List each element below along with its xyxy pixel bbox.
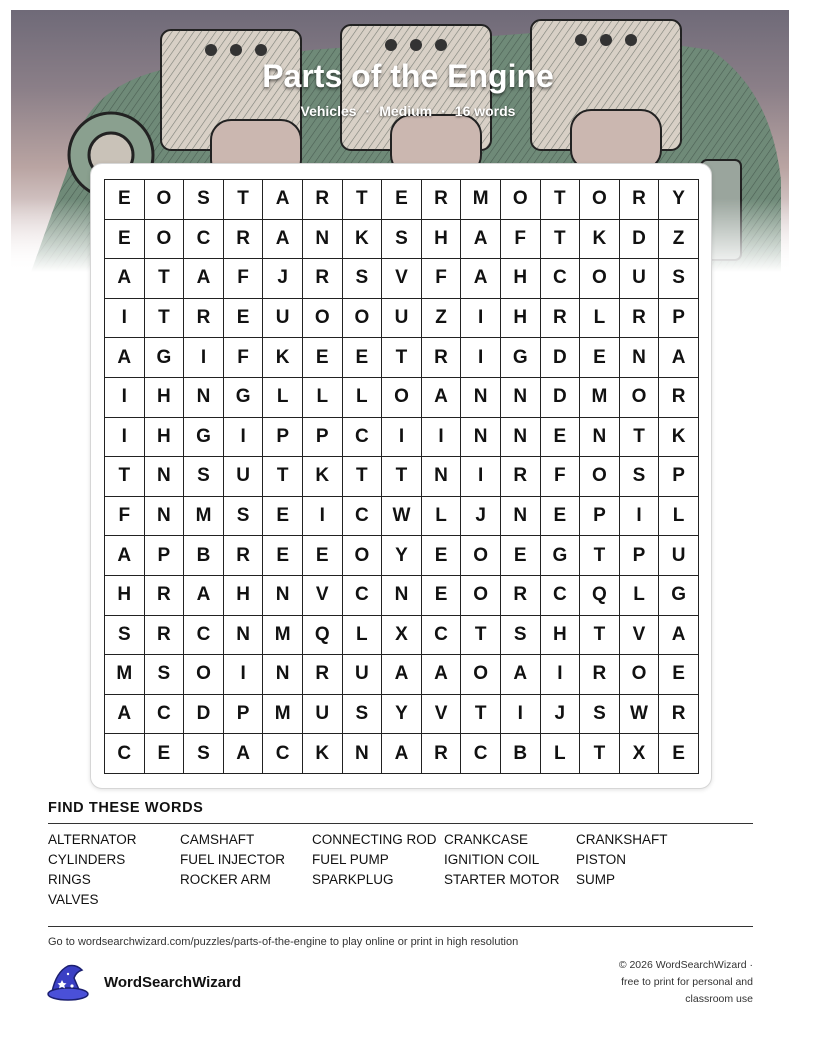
grid-cell[interactable]: H <box>501 299 541 339</box>
grid-cell[interactable]: A <box>422 655 462 695</box>
grid-cell[interactable]: Q <box>580 576 620 616</box>
grid-cell[interactable]: A <box>105 695 145 735</box>
grid-cell[interactable]: S <box>343 695 383 735</box>
grid-cell[interactable]: T <box>382 338 422 378</box>
grid-cell[interactable]: O <box>501 180 541 220</box>
grid-cell[interactable]: E <box>422 536 462 576</box>
grid-cell[interactable]: A <box>461 220 501 260</box>
divider <box>48 926 753 927</box>
grid-cell[interactable]: U <box>620 259 660 299</box>
grid-cell[interactable]: H <box>422 220 462 260</box>
grid-cell[interactable]: F <box>224 338 264 378</box>
grid-cell[interactable]: E <box>303 536 343 576</box>
grid-cell[interactable]: R <box>422 734 462 774</box>
copyright <box>563 957 753 1008</box>
grid-cell[interactable]: E <box>382 180 422 220</box>
grid-cell[interactable]: N <box>501 418 541 458</box>
grid-cell[interactable]: N <box>422 457 462 497</box>
grid-cell[interactable]: I <box>501 695 541 735</box>
grid-cell[interactable]: C <box>343 418 383 458</box>
grid-cell[interactable]: T <box>105 457 145 497</box>
word-list-item: ALTERNATOR <box>48 832 137 847</box>
grid-cell[interactable]: U <box>224 457 264 497</box>
grid-cell[interactable]: M <box>461 180 501 220</box>
word-list-item: CAMSHAFT <box>180 832 255 847</box>
grid-cell[interactable]: E <box>263 497 303 537</box>
grid-cell[interactable]: G <box>501 338 541 378</box>
grid-cell[interactable]: A <box>224 734 264 774</box>
grid-cell[interactable]: R <box>620 299 660 339</box>
grid-cell[interactable]: U <box>343 655 383 695</box>
grid-cell[interactable]: G <box>659 576 699 616</box>
grid-cell[interactable]: E <box>145 734 185 774</box>
copyright-line: free to print for personal and <box>621 976 753 988</box>
grid-cell[interactable]: F <box>541 457 581 497</box>
grid-cell[interactable]: I <box>105 299 145 339</box>
grid-cell[interactable]: H <box>224 576 264 616</box>
grid-cell[interactable]: I <box>422 418 462 458</box>
grid-cell[interactable]: S <box>145 655 185 695</box>
grid-cell[interactable]: H <box>541 616 581 656</box>
meta-separator: · <box>365 103 371 119</box>
grid-cell[interactable]: A <box>184 576 224 616</box>
grid-cell[interactable]: A <box>461 259 501 299</box>
grid-cell[interactable]: O <box>303 299 343 339</box>
grid-cell[interactable]: R <box>224 220 264 260</box>
grid-cell[interactable]: R <box>620 180 660 220</box>
grid-cell[interactable]: J <box>541 695 581 735</box>
brand-name: WordSearchWizard <box>104 973 242 991</box>
grid-cell[interactable]: F <box>105 497 145 537</box>
grid-cell[interactable]: E <box>541 497 581 537</box>
word-list-item: ROCKER ARM <box>180 872 271 887</box>
grid-cell[interactable]: L <box>343 378 383 418</box>
grid-cell[interactable]: O <box>620 378 660 418</box>
grid-cell[interactable]: R <box>145 576 185 616</box>
grid-cell[interactable]: U <box>303 695 343 735</box>
grid-cell[interactable]: E <box>303 338 343 378</box>
grid-cell[interactable]: D <box>184 695 224 735</box>
grid-cell[interactable]: R <box>580 655 620 695</box>
grid-cell[interactable]: K <box>343 220 383 260</box>
grid-cell[interactable]: O <box>145 220 185 260</box>
online-link-text[interactable]: Go to wordsearchwizard.com/puzzles/parts-of-the-engine to play online or print in high resolution <box>48 936 519 948</box>
grid-cell[interactable]: K <box>303 457 343 497</box>
grid-cell[interactable]: T <box>343 457 383 497</box>
grid-cell[interactable]: M <box>105 655 145 695</box>
grid-cell[interactable]: H <box>501 259 541 299</box>
grid-cell[interactable]: A <box>382 655 422 695</box>
grid-cell[interactable]: N <box>343 734 383 774</box>
grid-cell[interactable]: I <box>461 338 501 378</box>
grid-cell[interactable]: R <box>659 695 699 735</box>
grid-cell[interactable]: T <box>343 180 383 220</box>
grid-cell[interactable]: E <box>224 299 264 339</box>
grid-cell[interactable]: N <box>501 378 541 418</box>
grid-cell[interactable]: G <box>541 536 581 576</box>
grid-cell[interactable]: D <box>541 338 581 378</box>
grid-cell[interactable]: T <box>263 457 303 497</box>
grid-cell[interactable]: E <box>580 338 620 378</box>
word-list-item: SUMP <box>576 872 616 887</box>
word-list-item: CYLINDERS <box>48 852 126 867</box>
grid-cell[interactable]: O <box>461 576 501 616</box>
grid-cell[interactable]: N <box>461 378 501 418</box>
grid-cell[interactable]: L <box>303 378 343 418</box>
grid-cell[interactable]: W <box>382 497 422 537</box>
grid-cell[interactable]: E <box>541 418 581 458</box>
grid-cell[interactable]: S <box>620 457 660 497</box>
grid-cell[interactable]: U <box>659 536 699 576</box>
grid-cell[interactable]: O <box>580 259 620 299</box>
grid-cell[interactable]: L <box>263 378 303 418</box>
category-label: Vehicles <box>300 103 357 119</box>
grid-cell[interactable]: J <box>461 497 501 537</box>
grid-cell[interactable]: R <box>422 338 462 378</box>
grid-cell[interactable]: I <box>105 418 145 458</box>
grid-cell[interactable]: L <box>659 497 699 537</box>
grid-cell[interactable]: E <box>659 655 699 695</box>
grid-cell[interactable]: A <box>105 338 145 378</box>
grid-cell[interactable]: G <box>224 378 264 418</box>
grid-cell[interactable]: S <box>659 259 699 299</box>
grid-cell[interactable]: E <box>501 536 541 576</box>
grid-cell[interactable]: I <box>461 457 501 497</box>
word-list-item: CONNECTING ROD <box>312 832 437 847</box>
grid-cell[interactable]: S <box>184 180 224 220</box>
grid-cell[interactable]: E <box>659 734 699 774</box>
grid-cell[interactable]: E <box>105 180 145 220</box>
word-list-item: FUEL INJECTOR <box>180 852 286 867</box>
word-list-item: RINGS <box>48 872 91 887</box>
grid-cell[interactable]: F <box>422 259 462 299</box>
grid-cell[interactable]: T <box>620 418 660 458</box>
grid-cell[interactable]: P <box>659 299 699 339</box>
grid-cell[interactable]: N <box>263 576 303 616</box>
grid-cell[interactable]: O <box>580 180 620 220</box>
grid-cell[interactable]: N <box>580 418 620 458</box>
grid-cell[interactable]: C <box>461 734 501 774</box>
grid-cell[interactable]: C <box>105 734 145 774</box>
grid-cell[interactable]: O <box>184 655 224 695</box>
grid-cell[interactable]: U <box>263 299 303 339</box>
puzzle-meta <box>0 103 816 119</box>
grid-cell[interactable]: X <box>382 616 422 656</box>
divider <box>48 823 753 824</box>
letter-grid <box>104 179 699 774</box>
grid-cell[interactable]: S <box>184 457 224 497</box>
grid-cell[interactable]: A <box>105 259 145 299</box>
grid-cell[interactable]: C <box>343 497 383 537</box>
grid-cell[interactable]: S <box>184 734 224 774</box>
word-list-item: STARTER MOTOR <box>444 872 560 887</box>
grid-cell[interactable]: T <box>580 536 620 576</box>
grid-cell[interactable]: M <box>263 695 303 735</box>
grid-cell[interactable]: P <box>224 695 264 735</box>
grid-cell[interactable]: I <box>382 418 422 458</box>
grid-cell[interactable]: H <box>105 576 145 616</box>
grid-cell[interactable]: Y <box>382 695 422 735</box>
word-list-item: CRANKSHAFT <box>576 832 668 847</box>
grid-cell[interactable]: A <box>263 180 303 220</box>
word-list-heading: FIND THESE WORDS <box>48 800 204 816</box>
grid-cell[interactable]: O <box>461 655 501 695</box>
grid-cell[interactable]: S <box>501 616 541 656</box>
grid-cell[interactable]: L <box>541 734 581 774</box>
grid-cell[interactable]: N <box>501 497 541 537</box>
grid-cell[interactable]: O <box>382 378 422 418</box>
grid-cell[interactable]: W <box>620 695 660 735</box>
grid-cell[interactable]: D <box>541 378 581 418</box>
grid-cell[interactable]: M <box>184 497 224 537</box>
grid-cell[interactable]: Z <box>422 299 462 339</box>
grid-cell[interactable]: T <box>541 180 581 220</box>
grid-cell[interactable]: P <box>145 536 185 576</box>
grid-cell[interactable]: L <box>343 616 383 656</box>
grid-cell[interactable]: L <box>620 576 660 616</box>
grid-cell[interactable]: P <box>580 497 620 537</box>
grid-cell[interactable]: G <box>145 338 185 378</box>
copyright-line: © 2026 WordSearchWizard · <box>618 959 753 971</box>
grid-cell[interactable]: R <box>303 259 343 299</box>
grid-cell[interactable]: Y <box>659 180 699 220</box>
grid-cell[interactable]: G <box>184 418 224 458</box>
grid-cell[interactable]: I <box>620 497 660 537</box>
grid-cell[interactable]: O <box>580 457 620 497</box>
grid-cell[interactable]: R <box>501 457 541 497</box>
grid-cell[interactable]: F <box>224 259 264 299</box>
grid-cell[interactable]: N <box>303 220 343 260</box>
grid-cell[interactable]: I <box>303 497 343 537</box>
grid-cell[interactable]: L <box>580 299 620 339</box>
grid-cell[interactable]: T <box>461 616 501 656</box>
grid-cell[interactable]: N <box>224 616 264 656</box>
grid-cell[interactable]: R <box>541 299 581 339</box>
grid-cell[interactable]: O <box>343 299 383 339</box>
grid-cell[interactable]: P <box>263 418 303 458</box>
word-list <box>48 831 753 909</box>
grid-cell[interactable]: S <box>105 616 145 656</box>
grid-cell[interactable]: B <box>501 734 541 774</box>
grid-cell[interactable]: R <box>303 180 343 220</box>
grid-cell[interactable]: I <box>105 378 145 418</box>
grid-cell[interactable]: T <box>382 457 422 497</box>
grid-cell[interactable]: O <box>145 180 185 220</box>
grid-cell[interactable]: V <box>422 695 462 735</box>
grid-cell[interactable]: H <box>145 378 185 418</box>
grid-cell[interactable]: T <box>461 695 501 735</box>
meta-separator: · <box>441 103 446 119</box>
grid-cell[interactable]: T <box>145 259 185 299</box>
grid-cell[interactable]: A <box>382 734 422 774</box>
grid-cell[interactable]: A <box>501 655 541 695</box>
grid-cell[interactable]: S <box>580 695 620 735</box>
grid-cell[interactable]: D <box>620 220 660 260</box>
grid-cell[interactable]: J <box>263 259 303 299</box>
grid-cell[interactable]: C <box>541 259 581 299</box>
grid-cell[interactable]: Q <box>303 616 343 656</box>
word-list-item: SPARKPLUG <box>312 872 394 887</box>
grid-cell[interactable]: I <box>541 655 581 695</box>
grid-cell[interactable]: T <box>224 180 264 220</box>
brand[interactable] <box>46 962 241 1002</box>
page-title: Parts of the Engine <box>262 58 554 94</box>
grid-cell[interactable]: N <box>184 378 224 418</box>
grid-cell[interactable]: R <box>184 299 224 339</box>
grid-cell[interactable]: P <box>303 418 343 458</box>
grid-cell[interactable]: R <box>659 378 699 418</box>
grid-cell[interactable]: C <box>343 576 383 616</box>
grid-cell[interactable]: I <box>224 418 264 458</box>
grid-cell[interactable]: Z <box>659 220 699 260</box>
grid-cell[interactable]: A <box>659 338 699 378</box>
grid-cell[interactable]: C <box>184 616 224 656</box>
grid-cell[interactable]: P <box>659 457 699 497</box>
grid-cell[interactable]: E <box>263 536 303 576</box>
grid-cell[interactable]: T <box>145 299 185 339</box>
grid-cell[interactable]: K <box>303 734 343 774</box>
grid-cell[interactable]: I <box>461 299 501 339</box>
grid-cell[interactable]: F <box>501 220 541 260</box>
grid-cell[interactable]: Y <box>382 536 422 576</box>
grid-cell[interactable]: K <box>263 338 303 378</box>
grid-cell[interactable]: C <box>541 576 581 616</box>
grid-cell[interactable]: T <box>541 220 581 260</box>
grid-cell[interactable]: M <box>580 378 620 418</box>
grid-cell[interactable]: E <box>343 338 383 378</box>
grid-cell[interactable]: I <box>184 338 224 378</box>
grid-cell[interactable]: C <box>184 220 224 260</box>
grid-cell[interactable]: C <box>422 616 462 656</box>
grid-cell[interactable]: A <box>184 259 224 299</box>
grid-cell[interactable]: S <box>382 220 422 260</box>
grid-cell[interactable]: V <box>382 259 422 299</box>
grid-cell[interactable]: K <box>580 220 620 260</box>
grid-cell[interactable]: R <box>224 536 264 576</box>
grid-cell[interactable]: N <box>145 497 185 537</box>
grid-cell[interactable]: O <box>620 655 660 695</box>
grid-cell[interactable]: C <box>145 695 185 735</box>
grid-cell[interactable]: R <box>303 655 343 695</box>
grid-cell[interactable]: V <box>620 616 660 656</box>
word-list-item: PISTON <box>576 852 627 867</box>
word-list-item: VALVES <box>48 892 99 907</box>
grid-cell[interactable]: P <box>620 536 660 576</box>
grid-cell[interactable]: T <box>580 616 620 656</box>
grid-cell[interactable]: L <box>422 497 462 537</box>
grid-cell[interactable]: X <box>620 734 660 774</box>
grid-cell[interactable]: E <box>105 220 145 260</box>
grid-cell[interactable]: K <box>659 418 699 458</box>
grid-cell[interactable]: I <box>224 655 264 695</box>
grid-cell[interactable]: R <box>422 180 462 220</box>
copyright-line: classroom use <box>685 993 753 1005</box>
grid-cell[interactable]: N <box>145 457 185 497</box>
word-list-item: IGNITION COIL <box>444 852 540 867</box>
grid-cell[interactable]: N <box>382 576 422 616</box>
grid-cell[interactable]: O <box>461 536 501 576</box>
grid-cell[interactable]: N <box>263 655 303 695</box>
grid-cell[interactable]: B <box>184 536 224 576</box>
grid-cell[interactable]: R <box>501 576 541 616</box>
difficulty-label: Medium <box>379 103 433 119</box>
grid-cell[interactable]: N <box>620 338 660 378</box>
grid-cell[interactable]: N <box>461 418 501 458</box>
grid-cell[interactable]: U <box>382 299 422 339</box>
word-list-item: FUEL PUMP <box>312 852 389 867</box>
grid-cell[interactable]: A <box>422 378 462 418</box>
grid-cell[interactable]: H <box>145 418 185 458</box>
grid-cell[interactable]: A <box>105 536 145 576</box>
grid-cell[interactable]: M <box>263 616 303 656</box>
grid-cell[interactable]: A <box>263 220 303 260</box>
grid-cell[interactable]: S <box>224 497 264 537</box>
grid-cell[interactable]: A <box>659 616 699 656</box>
word-count-label: 16 words <box>454 103 516 119</box>
grid-cell[interactable]: S <box>343 259 383 299</box>
grid-cell[interactable]: C <box>263 734 303 774</box>
grid-cell[interactable]: O <box>343 536 383 576</box>
grid-cell[interactable]: T <box>580 734 620 774</box>
grid-cell[interactable]: E <box>422 576 462 616</box>
grid-cell[interactable]: V <box>303 576 343 616</box>
grid-cell[interactable]: R <box>145 616 185 656</box>
word-list-item: CRANKCASE <box>444 832 529 847</box>
wizard-hat-icon <box>46 962 92 1002</box>
